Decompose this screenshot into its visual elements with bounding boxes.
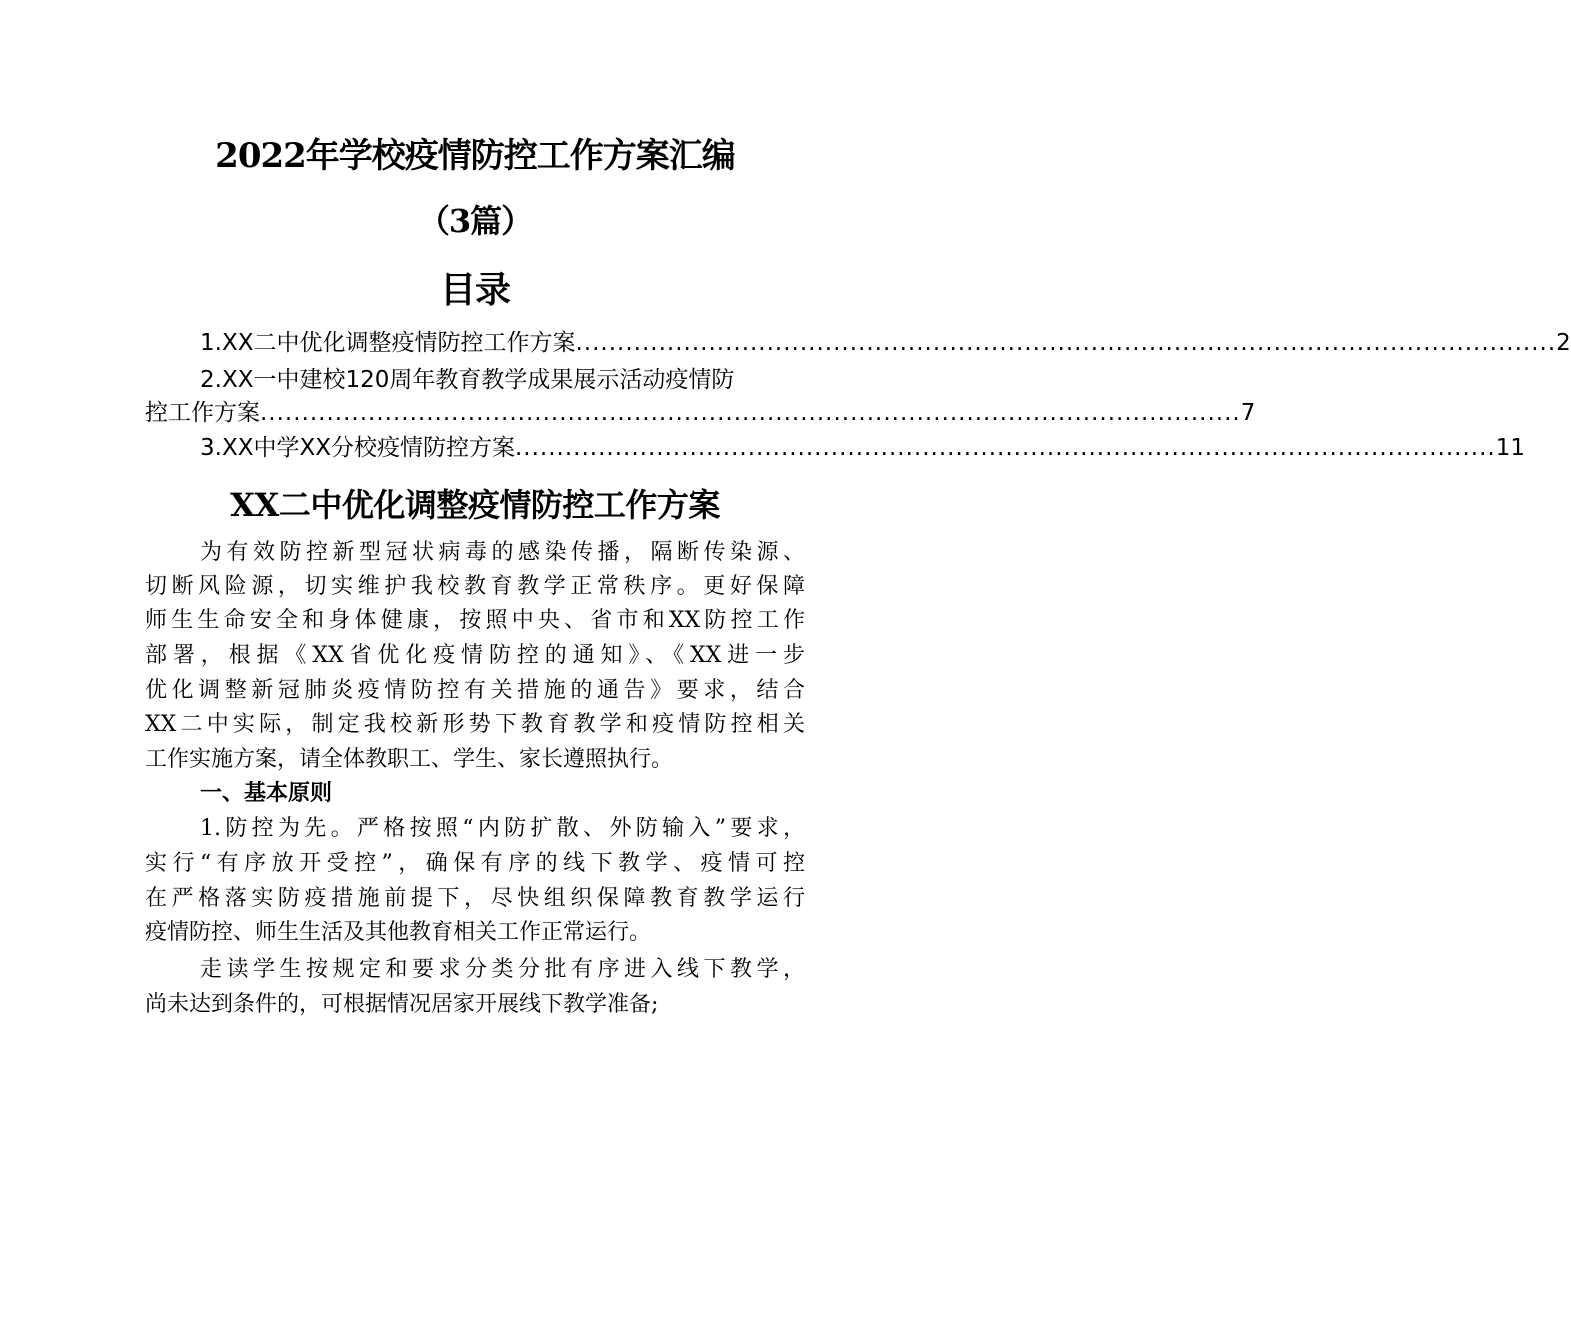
paragraph-line: 在严格落实防疫措施前提下，尽快组织保障教育教学运行	[145, 886, 805, 911]
toc-item-label: 控工作方案	[145, 400, 260, 426]
paragraph-line: 工作实施方案，请全体教职工、学生、家长遵照执行。	[145, 747, 674, 772]
toc-leader: ......................................................................................................................	[260, 400, 1241, 426]
toc-leader: ......................................................................................................................	[514, 435, 1496, 461]
toc-item-page: 11	[1495, 435, 1525, 461]
paragraph-line: 尚未达到条件的，可根据情况居家开展线下教学准备;	[145, 992, 659, 1017]
section-heading: 一、基本原则	[200, 781, 333, 806]
toc-item-page: 2	[1556, 330, 1571, 356]
paragraph-line: 疫情防控、师生生活及其他教育相关工作正常运行。	[145, 920, 652, 945]
toc-item-label: 3.XX中学XX分校疫情防控方案	[200, 435, 515, 461]
paragraph-line: 为有效防控新型冠状病毒的感染传播，隔断传染源、	[200, 540, 805, 565]
subtitle: （3篇）	[417, 202, 533, 240]
paragraph-line: 走读学生按规定和要求分类分批有序进入线下教学，	[200, 957, 805, 982]
toc-item-3[interactable]	[200, 433, 1525, 463]
paragraph-line: 优化调整新冠肺炎疫情防控有关措施的通告》要求，结合	[145, 678, 805, 703]
paragraph-line: XX二中实际，制定我校新形势下教育教学和疫情防控相关	[145, 712, 805, 737]
paragraph-line: 切断风险源，切实维护我校教育教学正常秩序。更好保障	[145, 574, 805, 599]
toc-heading: 目录	[439, 269, 510, 311]
toc-item-1[interactable]	[200, 328, 1571, 358]
toc-item-page: 7	[1240, 400, 1256, 426]
paragraph-line: 部署，根据《XX省优化疫情防控的通知》、《XX进一步	[145, 643, 805, 668]
toc-item-label: 1.XX二中优化调整疫情防控工作方案	[200, 330, 576, 356]
toc-item-2-line-1[interactable]	[200, 365, 805, 395]
toc-item-label: 2.XX一中建校120周年教育教学成果展示活动疫情防	[200, 367, 735, 393]
toc-leader: ......................................................................................................................	[575, 330, 1557, 356]
toc-item-2-line-2[interactable]	[145, 398, 1256, 428]
paragraph-line: 实行“有序放开受控”，确保有序的线下教学、疫情可控	[145, 851, 805, 876]
main-title: 2022年学校疫情防控工作方案汇编	[215, 136, 735, 176]
paragraph-line: 1.防控为先。严格按照“内防扩散、外防输入”要求，	[200, 816, 805, 841]
paragraph-line: 师生生命安全和身体健康，按照中央、省市和XX防控工作	[145, 608, 805, 633]
article-title: XX二中优化调整疫情防控工作方案	[230, 486, 720, 524]
